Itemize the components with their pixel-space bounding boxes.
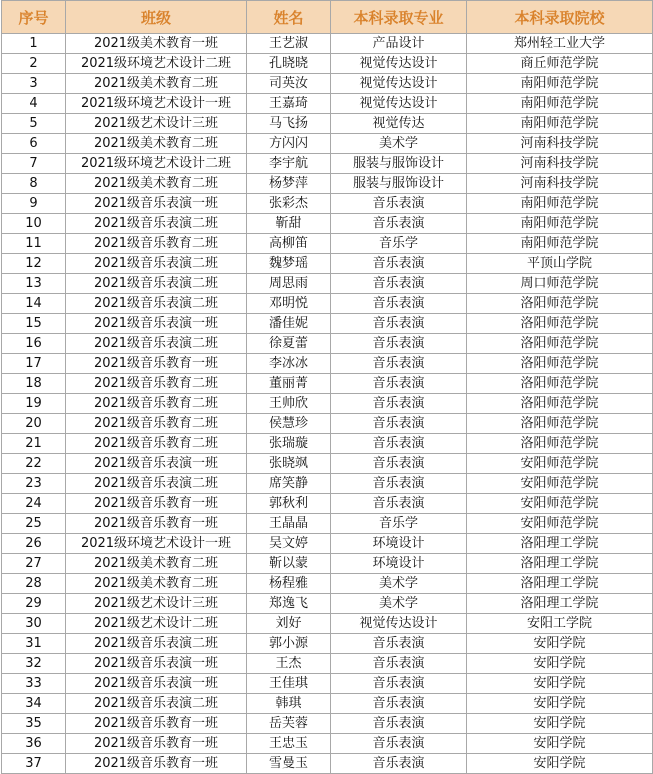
- header-name: 姓名: [247, 1, 331, 34]
- cell-school: 南阳师范学院: [467, 194, 653, 214]
- cell-name: 孔晓晓: [247, 54, 331, 74]
- table-row: [2, 234, 653, 254]
- header-row: [2, 1, 653, 34]
- cell-school: 安阳师范学院: [467, 494, 653, 514]
- cell-school: 洛阳师范学院: [467, 294, 653, 314]
- cell-school: 洛阳师范学院: [467, 394, 653, 414]
- cell-major: 环境设计: [331, 534, 467, 554]
- table-row: [2, 194, 653, 214]
- cell-class: 2021级音乐表演二班: [66, 334, 247, 354]
- table-row: [2, 554, 653, 574]
- cell-index: 15: [2, 314, 66, 334]
- table-row: [2, 294, 653, 314]
- cell-major: 音乐表演: [331, 454, 467, 474]
- cell-class: 2021级音乐表演二班: [66, 254, 247, 274]
- cell-major: 产品设计: [331, 34, 467, 54]
- cell-class: 2021级音乐教育二班: [66, 414, 247, 434]
- table-row: [2, 754, 653, 774]
- cell-major: 环境设计: [331, 554, 467, 574]
- cell-class: 2021级美术教育一班: [66, 34, 247, 54]
- cell-class: 2021级音乐表演二班: [66, 294, 247, 314]
- cell-index: 26: [2, 534, 66, 554]
- cell-index: 36: [2, 734, 66, 754]
- cell-school: 南阳师范学院: [467, 94, 653, 114]
- cell-index: 25: [2, 514, 66, 534]
- cell-class: 2021级美术教育二班: [66, 574, 247, 594]
- cell-school: 洛阳师范学院: [467, 314, 653, 334]
- cell-name: 邓明悦: [247, 294, 331, 314]
- cell-index: 29: [2, 594, 66, 614]
- table-row: [2, 574, 653, 594]
- cell-major: 音乐表演: [331, 214, 467, 234]
- cell-name: 李冰冰: [247, 354, 331, 374]
- table-row: [2, 134, 653, 154]
- cell-major: 音乐表演: [331, 714, 467, 734]
- cell-school: 河南科技学院: [467, 174, 653, 194]
- cell-index: 2: [2, 54, 66, 74]
- table-row: [2, 454, 653, 474]
- cell-class: 2021级音乐表演二班: [66, 474, 247, 494]
- cell-class: 2021级艺术设计三班: [66, 594, 247, 614]
- table-row: [2, 674, 653, 694]
- cell-name: 司英汝: [247, 74, 331, 94]
- cell-name: 郑逸飞: [247, 594, 331, 614]
- cell-name: 王艺淑: [247, 34, 331, 54]
- cell-class: 2021级音乐表演二班: [66, 274, 247, 294]
- cell-school: 郑州轻工业大学: [467, 34, 653, 54]
- cell-name: 杨程雅: [247, 574, 331, 594]
- cell-major: 视觉传达设计: [331, 74, 467, 94]
- table-row: [2, 534, 653, 554]
- cell-class: 2021级音乐教育二班: [66, 434, 247, 454]
- cell-class: 2021级美术教育二班: [66, 74, 247, 94]
- cell-name: 靳以蒙: [247, 554, 331, 574]
- cell-name: 郭小源: [247, 634, 331, 654]
- table-row: [2, 714, 653, 734]
- cell-index: 27: [2, 554, 66, 574]
- cell-class: 2021级音乐教育一班: [66, 734, 247, 754]
- cell-major: 音乐表演: [331, 354, 467, 374]
- cell-name: 潘佳妮: [247, 314, 331, 334]
- cell-major: 音乐表演: [331, 314, 467, 334]
- cell-name: 王佳琪: [247, 674, 331, 694]
- cell-major: 音乐表演: [331, 674, 467, 694]
- cell-index: 24: [2, 494, 66, 514]
- table-header: [2, 1, 653, 34]
- cell-school: 安阳工学院: [467, 614, 653, 634]
- cell-index: 13: [2, 274, 66, 294]
- table-row: [2, 434, 653, 454]
- header-major: 本科录取专业: [331, 1, 467, 34]
- table-row: [2, 334, 653, 354]
- cell-index: 11: [2, 234, 66, 254]
- cell-school: 洛阳师范学院: [467, 374, 653, 394]
- cell-name: 席笑静: [247, 474, 331, 494]
- cell-index: 23: [2, 474, 66, 494]
- cell-index: 12: [2, 254, 66, 274]
- cell-name: 董丽菁: [247, 374, 331, 394]
- table-row: [2, 34, 653, 54]
- cell-class: 2021级音乐表演二班: [66, 214, 247, 234]
- cell-class: 2021级美术教育二班: [66, 134, 247, 154]
- cell-school: 洛阳理工学院: [467, 554, 653, 574]
- header-index: 序号: [2, 1, 66, 34]
- cell-school: 洛阳理工学院: [467, 534, 653, 554]
- table-body: [2, 34, 653, 774]
- cell-class: 2021级艺术设计二班: [66, 614, 247, 634]
- cell-major: 音乐表演: [331, 394, 467, 414]
- cell-major: 音乐表演: [331, 634, 467, 654]
- cell-major: 视觉传达设计: [331, 94, 467, 114]
- cell-class: 2021级音乐教育二班: [66, 234, 247, 254]
- cell-index: 8: [2, 174, 66, 194]
- cell-major: 音乐表演: [331, 494, 467, 514]
- cell-name: 岳芙蓉: [247, 714, 331, 734]
- cell-name: 王晶晶: [247, 514, 331, 534]
- cell-name: 徐夏蕾: [247, 334, 331, 354]
- cell-class: 2021级音乐表演一班: [66, 454, 247, 474]
- cell-school: 商丘师范学院: [467, 54, 653, 74]
- cell-index: 7: [2, 154, 66, 174]
- table-row: [2, 354, 653, 374]
- cell-major: 音乐学: [331, 234, 467, 254]
- cell-school: 安阳学院: [467, 634, 653, 654]
- cell-class: 2021级美术教育二班: [66, 554, 247, 574]
- admission-table: [1, 0, 653, 774]
- cell-index: 22: [2, 454, 66, 474]
- cell-name: 韩琪: [247, 694, 331, 714]
- cell-class: 2021级音乐表演一班: [66, 654, 247, 674]
- cell-name: 王杰: [247, 654, 331, 674]
- cell-school: 安阳学院: [467, 654, 653, 674]
- cell-school: 南阳师范学院: [467, 74, 653, 94]
- cell-class: 2021级艺术设计三班: [66, 114, 247, 134]
- cell-school: 周口师范学院: [467, 274, 653, 294]
- cell-index: 37: [2, 754, 66, 774]
- cell-name: 马飞扬: [247, 114, 331, 134]
- table-row: [2, 274, 653, 294]
- cell-class: 2021级音乐表演一班: [66, 194, 247, 214]
- cell-name: 雪曼玉: [247, 754, 331, 774]
- table-row: [2, 74, 653, 94]
- cell-major: 音乐表演: [331, 254, 467, 274]
- cell-school: 安阳学院: [467, 694, 653, 714]
- table-row: [2, 414, 653, 434]
- cell-major: 服装与服饰设计: [331, 174, 467, 194]
- cell-major: 音乐表演: [331, 294, 467, 314]
- cell-major: 音乐表演: [331, 434, 467, 454]
- cell-major: 音乐表演: [331, 374, 467, 394]
- cell-major: 音乐表演: [331, 694, 467, 714]
- table-row: [2, 254, 653, 274]
- table-row: [2, 474, 653, 494]
- cell-school: 平顶山学院: [467, 254, 653, 274]
- table-row: [2, 214, 653, 234]
- cell-name: 李宇航: [247, 154, 331, 174]
- cell-major: 音乐学: [331, 514, 467, 534]
- cell-class: 2021级音乐表演二班: [66, 634, 247, 654]
- table-row: [2, 394, 653, 414]
- table-row: [2, 154, 653, 174]
- cell-class: 2021级音乐教育一班: [66, 754, 247, 774]
- cell-class: 2021级音乐表演一班: [66, 314, 247, 334]
- cell-index: 3: [2, 74, 66, 94]
- cell-major: 音乐表演: [331, 474, 467, 494]
- cell-index: 14: [2, 294, 66, 314]
- cell-school: 洛阳理工学院: [467, 594, 653, 614]
- cell-class: 2021级音乐教育一班: [66, 714, 247, 734]
- cell-name: 高柳笛: [247, 234, 331, 254]
- cell-name: 张瑞璇: [247, 434, 331, 454]
- cell-school: 洛阳师范学院: [467, 334, 653, 354]
- cell-index: 16: [2, 334, 66, 354]
- cell-index: 28: [2, 574, 66, 594]
- cell-class: 2021级音乐教育二班: [66, 374, 247, 394]
- table-row: [2, 694, 653, 714]
- cell-major: 音乐表演: [331, 414, 467, 434]
- cell-major: 美术学: [331, 594, 467, 614]
- cell-major: 美术学: [331, 574, 467, 594]
- cell-name: 王嘉琦: [247, 94, 331, 114]
- header-school: 本科录取院校: [467, 1, 653, 34]
- cell-class: 2021级环境艺术设计一班: [66, 94, 247, 114]
- table-row: [2, 314, 653, 334]
- cell-index: 31: [2, 634, 66, 654]
- table-row: [2, 374, 653, 394]
- cell-index: 33: [2, 674, 66, 694]
- cell-class: 2021级音乐教育二班: [66, 394, 247, 414]
- cell-class: 2021级音乐教育一班: [66, 514, 247, 534]
- cell-school: 洛阳师范学院: [467, 414, 653, 434]
- cell-school: 南阳师范学院: [467, 234, 653, 254]
- cell-name: 王帅欣: [247, 394, 331, 414]
- table-row: [2, 734, 653, 754]
- cell-index: 1: [2, 34, 66, 54]
- cell-major: 视觉传达设计: [331, 614, 467, 634]
- table-row: [2, 514, 653, 534]
- cell-name: 周思雨: [247, 274, 331, 294]
- cell-school: 安阳师范学院: [467, 514, 653, 534]
- cell-major: 视觉传达设计: [331, 54, 467, 74]
- cell-name: 刘好: [247, 614, 331, 634]
- cell-class: 2021级音乐教育一班: [66, 494, 247, 514]
- cell-index: 10: [2, 214, 66, 234]
- cell-school: 安阳学院: [467, 734, 653, 754]
- cell-class: 2021级音乐表演一班: [66, 674, 247, 694]
- cell-major: 音乐表演: [331, 274, 467, 294]
- table-row: [2, 114, 653, 134]
- cell-school: 安阳师范学院: [467, 474, 653, 494]
- cell-name: 郭秋利: [247, 494, 331, 514]
- table-row: [2, 654, 653, 674]
- cell-school: 安阳学院: [467, 714, 653, 734]
- cell-index: 9: [2, 194, 66, 214]
- cell-name: 方闪闪: [247, 134, 331, 154]
- table-row: [2, 594, 653, 614]
- cell-major: 美术学: [331, 134, 467, 154]
- cell-index: 4: [2, 94, 66, 114]
- cell-class: 2021级环境艺术设计一班: [66, 534, 247, 554]
- cell-school: 河南科技学院: [467, 154, 653, 174]
- table-row: [2, 614, 653, 634]
- cell-name: 靳甜: [247, 214, 331, 234]
- cell-index: 21: [2, 434, 66, 454]
- cell-school: 洛阳理工学院: [467, 574, 653, 594]
- cell-index: 32: [2, 654, 66, 674]
- cell-major: 音乐表演: [331, 754, 467, 774]
- cell-class: 2021级环境艺术设计二班: [66, 154, 247, 174]
- table-row: [2, 494, 653, 514]
- cell-major: 音乐表演: [331, 334, 467, 354]
- cell-school: 南阳师范学院: [467, 214, 653, 234]
- cell-school: 洛阳师范学院: [467, 434, 653, 454]
- cell-name: 侯慧珍: [247, 414, 331, 434]
- cell-major: 音乐表演: [331, 194, 467, 214]
- cell-class: 2021级音乐教育一班: [66, 354, 247, 374]
- cell-school: 南阳师范学院: [467, 114, 653, 134]
- cell-index: 20: [2, 414, 66, 434]
- cell-school: 安阳学院: [467, 754, 653, 774]
- table-row: [2, 54, 653, 74]
- cell-index: 18: [2, 374, 66, 394]
- cell-major: 视觉传达: [331, 114, 467, 134]
- cell-index: 17: [2, 354, 66, 374]
- cell-index: 30: [2, 614, 66, 634]
- cell-index: 5: [2, 114, 66, 134]
- cell-school: 洛阳师范学院: [467, 354, 653, 374]
- cell-major: 服装与服饰设计: [331, 154, 467, 174]
- cell-name: 张彩杰: [247, 194, 331, 214]
- cell-school: 河南科技学院: [467, 134, 653, 154]
- table-row: [2, 94, 653, 114]
- cell-name: 王忠玉: [247, 734, 331, 754]
- cell-name: 吴文婷: [247, 534, 331, 554]
- cell-index: 34: [2, 694, 66, 714]
- cell-class: 2021级环境艺术设计二班: [66, 54, 247, 74]
- cell-index: 19: [2, 394, 66, 414]
- cell-class: 2021级音乐表演二班: [66, 694, 247, 714]
- cell-class: 2021级美术教育二班: [66, 174, 247, 194]
- cell-name: 魏梦瑶: [247, 254, 331, 274]
- table-row: [2, 174, 653, 194]
- header-class: 班级: [66, 1, 247, 34]
- cell-index: 35: [2, 714, 66, 734]
- cell-school: 安阳师范学院: [467, 454, 653, 474]
- cell-name: 张晓飒: [247, 454, 331, 474]
- cell-major: 音乐表演: [331, 734, 467, 754]
- cell-major: 音乐表演: [331, 654, 467, 674]
- table-row: [2, 634, 653, 654]
- cell-name: 杨梦萍: [247, 174, 331, 194]
- cell-index: 6: [2, 134, 66, 154]
- cell-school: 安阳学院: [467, 674, 653, 694]
